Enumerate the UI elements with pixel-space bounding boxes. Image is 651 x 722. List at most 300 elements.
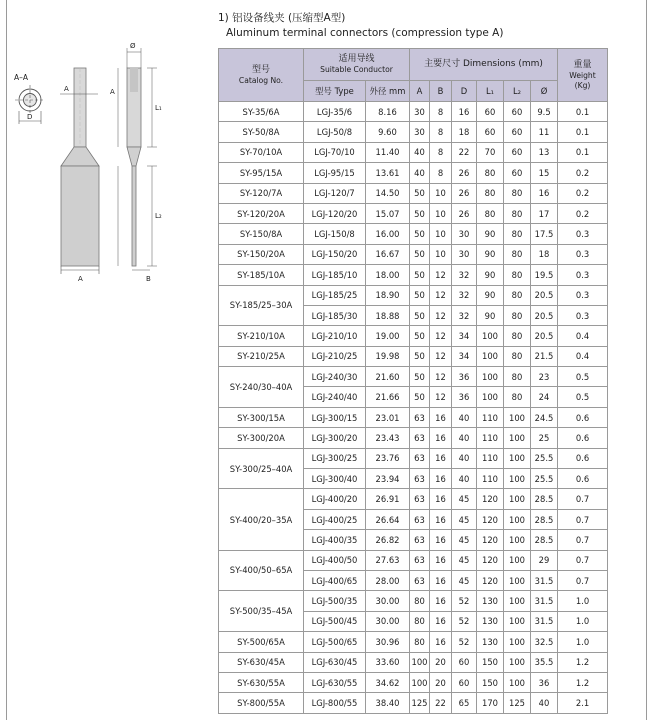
cell-od: 14.50 bbox=[366, 183, 410, 203]
cell-b: 12 bbox=[430, 346, 452, 366]
cell-phi: 36 bbox=[531, 672, 558, 692]
cell-type: LGJ-210/25 bbox=[304, 346, 366, 366]
cell-l2: 100 bbox=[504, 448, 531, 468]
cell-l1: 110 bbox=[477, 469, 504, 489]
cell-l2: 80 bbox=[504, 285, 531, 305]
header-b: B bbox=[430, 81, 452, 102]
cell-catalog: SY-300/25–40A bbox=[219, 448, 304, 489]
cell-b: 16 bbox=[430, 509, 452, 529]
cell-a: 50 bbox=[410, 346, 430, 366]
cell-l2: 60 bbox=[504, 102, 531, 122]
cell-weight: 0.2 bbox=[558, 163, 608, 183]
cell-b: 22 bbox=[430, 693, 452, 713]
cell-l2: 100 bbox=[504, 428, 531, 448]
cell-l2: 80 bbox=[504, 224, 531, 244]
cell-l1: 120 bbox=[477, 570, 504, 590]
cell-l1: 100 bbox=[477, 367, 504, 387]
cell-weight: 0.7 bbox=[558, 570, 608, 590]
cell-l2: 80 bbox=[504, 244, 531, 264]
header-l2: L₂ bbox=[504, 81, 531, 102]
cell-d: 60 bbox=[452, 652, 477, 672]
cell-weight: 2.1 bbox=[558, 693, 608, 713]
cell-b: 12 bbox=[430, 387, 452, 407]
cell-l2: 100 bbox=[504, 672, 531, 692]
cell-weight: 0.3 bbox=[558, 305, 608, 325]
cell-a: 50 bbox=[410, 265, 430, 285]
cell-phi: 17.5 bbox=[531, 224, 558, 244]
cell-a: 100 bbox=[410, 652, 430, 672]
cell-catalog: SY-630/55A bbox=[219, 672, 304, 692]
cell-phi: 11 bbox=[531, 122, 558, 142]
cell-a: 63 bbox=[410, 550, 430, 570]
side-dim-l1: L₁ bbox=[155, 104, 162, 112]
front-view bbox=[61, 68, 99, 274]
cell-od: 13.61 bbox=[366, 163, 410, 183]
front-dim-a-top: A bbox=[64, 85, 69, 93]
cell-type: LGJ-500/35 bbox=[304, 591, 366, 611]
cell-b: 20 bbox=[430, 652, 452, 672]
cell-a: 63 bbox=[410, 530, 430, 550]
cell-type: LGJ-500/45 bbox=[304, 611, 366, 631]
cell-catalog: SY-500/35–45A bbox=[219, 591, 304, 632]
cell-l1: 90 bbox=[477, 224, 504, 244]
section-subheading: Aluminum terminal connectors (compression type A) bbox=[226, 27, 504, 39]
header-od: 外径 mm bbox=[366, 81, 410, 102]
cell-od: 16.00 bbox=[366, 224, 410, 244]
cell-l1: 120 bbox=[477, 509, 504, 529]
table-row bbox=[219, 672, 608, 692]
cell-weight: 0.5 bbox=[558, 367, 608, 387]
cell-a: 50 bbox=[410, 224, 430, 244]
cell-l1: 130 bbox=[477, 611, 504, 631]
cell-d: 30 bbox=[452, 244, 477, 264]
cell-a: 63 bbox=[410, 448, 430, 468]
cell-catalog: SY-35/6A bbox=[219, 102, 304, 122]
section-dim-d: D bbox=[27, 113, 33, 121]
cell-weight: 0.3 bbox=[558, 285, 608, 305]
cell-weight: 0.6 bbox=[558, 448, 608, 468]
cell-weight: 0.1 bbox=[558, 142, 608, 162]
cell-l2: 60 bbox=[504, 142, 531, 162]
cell-od: 30.96 bbox=[366, 632, 410, 652]
cell-d: 65 bbox=[452, 693, 477, 713]
cell-b: 16 bbox=[430, 469, 452, 489]
cell-b: 10 bbox=[430, 183, 452, 203]
cell-phi: 20.5 bbox=[531, 326, 558, 346]
cell-catalog: SY-210/25A bbox=[219, 346, 304, 366]
cell-od: 21.60 bbox=[366, 367, 410, 387]
cell-l2: 60 bbox=[504, 122, 531, 142]
cell-d: 26 bbox=[452, 183, 477, 203]
cell-d: 40 bbox=[452, 469, 477, 489]
cell-type: LGJ-300/25 bbox=[304, 448, 366, 468]
cell-d: 40 bbox=[452, 448, 477, 468]
cell-l2: 100 bbox=[504, 591, 531, 611]
table-row bbox=[219, 224, 608, 244]
table-row bbox=[219, 183, 608, 203]
cell-phi: 29 bbox=[531, 550, 558, 570]
cell-type: LGJ-240/40 bbox=[304, 387, 366, 407]
cell-od: 9.60 bbox=[366, 122, 410, 142]
cell-type: LGJ-150/20 bbox=[304, 244, 366, 264]
cell-phi: 20.5 bbox=[531, 305, 558, 325]
cell-type: LGJ-400/50 bbox=[304, 550, 366, 570]
table-row bbox=[219, 102, 608, 122]
cell-od: 28.00 bbox=[366, 570, 410, 590]
cell-a: 63 bbox=[410, 570, 430, 590]
cell-b: 12 bbox=[430, 326, 452, 346]
cell-phi: 32.5 bbox=[531, 632, 558, 652]
cell-d: 45 bbox=[452, 509, 477, 529]
cell-l2: 80 bbox=[504, 346, 531, 366]
cell-d: 60 bbox=[452, 672, 477, 692]
cell-d: 32 bbox=[452, 305, 477, 325]
cell-weight: 0.4 bbox=[558, 346, 608, 366]
cell-a: 50 bbox=[410, 367, 430, 387]
cell-b: 16 bbox=[430, 570, 452, 590]
cell-od: 18.90 bbox=[366, 285, 410, 305]
cell-a: 50 bbox=[410, 305, 430, 325]
cell-od: 16.67 bbox=[366, 244, 410, 264]
table-row bbox=[219, 407, 608, 427]
cell-type: LGJ-500/65 bbox=[304, 632, 366, 652]
header-a: A bbox=[410, 81, 430, 102]
header-type: 型号 Type bbox=[304, 81, 366, 102]
cell-l1: 90 bbox=[477, 285, 504, 305]
cell-a: 50 bbox=[410, 285, 430, 305]
cell-l1: 90 bbox=[477, 305, 504, 325]
cell-b: 8 bbox=[430, 122, 452, 142]
cell-l1: 130 bbox=[477, 632, 504, 652]
cell-type: LGJ-400/20 bbox=[304, 489, 366, 509]
cell-type: LGJ-95/15 bbox=[304, 163, 366, 183]
table-row bbox=[219, 632, 608, 652]
cell-phi: 19.5 bbox=[531, 265, 558, 285]
cell-d: 40 bbox=[452, 428, 477, 448]
cell-type: LGJ-185/10 bbox=[304, 265, 366, 285]
cell-type: LGJ-35/6 bbox=[304, 102, 366, 122]
cell-od: 27.63 bbox=[366, 550, 410, 570]
cell-d: 52 bbox=[452, 591, 477, 611]
cell-l1: 120 bbox=[477, 489, 504, 509]
cell-d: 45 bbox=[452, 570, 477, 590]
cell-od: 23.94 bbox=[366, 469, 410, 489]
cell-catalog: SY-95/15A bbox=[219, 163, 304, 183]
cell-d: 36 bbox=[452, 367, 477, 387]
cell-d: 26 bbox=[452, 163, 477, 183]
cell-catalog: SY-185/25–30A bbox=[219, 285, 304, 326]
cell-weight: 1.0 bbox=[558, 632, 608, 652]
table-row bbox=[219, 550, 608, 570]
cell-od: 23.76 bbox=[366, 448, 410, 468]
cell-a: 100 bbox=[410, 672, 430, 692]
cell-catalog: SY-300/20A bbox=[219, 428, 304, 448]
table-row bbox=[219, 428, 608, 448]
cell-phi: 20.5 bbox=[531, 285, 558, 305]
cell-od: 30.00 bbox=[366, 591, 410, 611]
cell-b: 16 bbox=[430, 489, 452, 509]
cell-a: 63 bbox=[410, 509, 430, 529]
cell-od: 26.64 bbox=[366, 509, 410, 529]
cell-a: 125 bbox=[410, 693, 430, 713]
cell-l1: 120 bbox=[477, 530, 504, 550]
cell-catalog: SY-400/20–35A bbox=[219, 489, 304, 550]
cell-catalog: SY-120/20A bbox=[219, 203, 304, 223]
front-dim-a-bottom: A bbox=[78, 275, 83, 283]
cell-l1: 120 bbox=[477, 550, 504, 570]
cell-b: 12 bbox=[430, 265, 452, 285]
cell-weight: 0.3 bbox=[558, 265, 608, 285]
cell-od: 8.16 bbox=[366, 102, 410, 122]
cell-l1: 110 bbox=[477, 428, 504, 448]
cell-phi: 24.5 bbox=[531, 407, 558, 427]
header-conductor: 适用导线 Suitable Conductor bbox=[304, 49, 410, 81]
cell-l2: 100 bbox=[504, 407, 531, 427]
cell-l1: 110 bbox=[477, 448, 504, 468]
cell-weight: 0.1 bbox=[558, 122, 608, 142]
cell-d: 18 bbox=[452, 122, 477, 142]
cell-weight: 0.6 bbox=[558, 428, 608, 448]
cell-b: 8 bbox=[430, 102, 452, 122]
cell-d: 52 bbox=[452, 611, 477, 631]
cell-d: 36 bbox=[452, 387, 477, 407]
cell-d: 52 bbox=[452, 632, 477, 652]
cell-weight: 0.2 bbox=[558, 183, 608, 203]
cell-type: LGJ-630/45 bbox=[304, 652, 366, 672]
cell-phi: 31.5 bbox=[531, 591, 558, 611]
cell-od: 21.66 bbox=[366, 387, 410, 407]
cell-d: 30 bbox=[452, 224, 477, 244]
cell-catalog: SY-300/15A bbox=[219, 407, 304, 427]
table-row bbox=[219, 693, 608, 713]
table-row bbox=[219, 122, 608, 142]
cell-l2: 100 bbox=[504, 530, 531, 550]
table-row bbox=[219, 265, 608, 285]
cell-phi: 31.5 bbox=[531, 570, 558, 590]
cell-od: 26.82 bbox=[366, 530, 410, 550]
cell-b: 12 bbox=[430, 367, 452, 387]
cell-phi: 18 bbox=[531, 244, 558, 264]
cell-weight: 0.3 bbox=[558, 224, 608, 244]
side-dim-b: B bbox=[146, 275, 151, 283]
header-weight: 重量 Weight (Kg) bbox=[558, 49, 608, 102]
cell-od: 18.88 bbox=[366, 305, 410, 325]
cell-phi: 15 bbox=[531, 163, 558, 183]
cell-catalog: SY-500/65A bbox=[219, 632, 304, 652]
cell-weight: 0.7 bbox=[558, 489, 608, 509]
cell-catalog: SY-50/8A bbox=[219, 122, 304, 142]
cell-l2: 80 bbox=[504, 305, 531, 325]
cell-l1: 60 bbox=[477, 102, 504, 122]
cell-a: 50 bbox=[410, 203, 430, 223]
cell-l1: 100 bbox=[477, 346, 504, 366]
cell-l2: 100 bbox=[504, 652, 531, 672]
table-row bbox=[219, 326, 608, 346]
cell-phi: 28.5 bbox=[531, 509, 558, 529]
table-row bbox=[219, 244, 608, 264]
cell-a: 50 bbox=[410, 183, 430, 203]
cell-catalog: SY-120/7A bbox=[219, 183, 304, 203]
cell-type: LGJ-400/65 bbox=[304, 570, 366, 590]
cell-l2: 100 bbox=[504, 570, 531, 590]
cell-od: 23.43 bbox=[366, 428, 410, 448]
cell-od: 26.91 bbox=[366, 489, 410, 509]
cell-catalog: SY-185/10A bbox=[219, 265, 304, 285]
cell-b: 16 bbox=[430, 591, 452, 611]
cell-l2: 60 bbox=[504, 163, 531, 183]
cell-weight: 1.2 bbox=[558, 672, 608, 692]
cell-phi: 35.5 bbox=[531, 652, 558, 672]
cell-l1: 80 bbox=[477, 163, 504, 183]
cell-weight: 1.0 bbox=[558, 611, 608, 631]
cell-type: LGJ-630/55 bbox=[304, 672, 366, 692]
header-dimensions: 主要尺寸 Dimensions (mm) bbox=[410, 49, 558, 81]
cell-type: LGJ-240/30 bbox=[304, 367, 366, 387]
cell-l2: 100 bbox=[504, 469, 531, 489]
cell-weight: 0.2 bbox=[558, 203, 608, 223]
cell-a: 63 bbox=[410, 428, 430, 448]
table-row bbox=[219, 367, 608, 387]
table-row bbox=[219, 346, 608, 366]
cell-type: LGJ-400/25 bbox=[304, 509, 366, 529]
cell-weight: 0.6 bbox=[558, 469, 608, 489]
cell-b: 10 bbox=[430, 244, 452, 264]
cell-weight: 1.0 bbox=[558, 591, 608, 611]
cell-l2: 80 bbox=[504, 367, 531, 387]
table-row bbox=[219, 142, 608, 162]
cell-b: 10 bbox=[430, 224, 452, 244]
cell-phi: 17 bbox=[531, 203, 558, 223]
cell-d: 45 bbox=[452, 489, 477, 509]
cell-catalog: SY-210/10A bbox=[219, 326, 304, 346]
cell-b: 20 bbox=[430, 672, 452, 692]
cell-phi: 9.5 bbox=[531, 102, 558, 122]
cell-l2: 80 bbox=[504, 387, 531, 407]
cell-a: 40 bbox=[410, 163, 430, 183]
cell-weight: 0.7 bbox=[558, 550, 608, 570]
cell-type: LGJ-120/20 bbox=[304, 203, 366, 223]
cell-b: 8 bbox=[430, 142, 452, 162]
cell-phi: 21.5 bbox=[531, 346, 558, 366]
cell-catalog: SY-70/10A bbox=[219, 142, 304, 162]
cell-l1: 150 bbox=[477, 652, 504, 672]
cell-d: 45 bbox=[452, 530, 477, 550]
cell-b: 16 bbox=[430, 550, 452, 570]
cell-od: 15.07 bbox=[366, 203, 410, 223]
spec-table bbox=[218, 48, 608, 714]
side-dim-l2: L₂ bbox=[155, 212, 162, 220]
cell-b: 12 bbox=[430, 285, 452, 305]
header-d: D bbox=[452, 81, 477, 102]
cell-d: 32 bbox=[452, 265, 477, 285]
cell-a: 50 bbox=[410, 326, 430, 346]
cell-weight: 0.1 bbox=[558, 102, 608, 122]
cell-b: 8 bbox=[430, 163, 452, 183]
header-l1: L₁ bbox=[477, 81, 504, 102]
cell-l1: 60 bbox=[477, 122, 504, 142]
cell-l2: 100 bbox=[504, 489, 531, 509]
cell-a: 40 bbox=[410, 142, 430, 162]
cell-weight: 0.5 bbox=[558, 387, 608, 407]
cell-catalog: SY-240/30–40A bbox=[219, 367, 304, 408]
cell-l1: 90 bbox=[477, 265, 504, 285]
section-label: A–A bbox=[14, 73, 29, 82]
cell-phi: 28.5 bbox=[531, 530, 558, 550]
cell-phi: 25.5 bbox=[531, 469, 558, 489]
cell-od: 34.62 bbox=[366, 672, 410, 692]
table-row bbox=[219, 652, 608, 672]
cell-l1: 70 bbox=[477, 142, 504, 162]
cell-type: LGJ-300/15 bbox=[304, 407, 366, 427]
cell-l2: 100 bbox=[504, 611, 531, 631]
cell-phi: 16 bbox=[531, 183, 558, 203]
cell-weight: 0.7 bbox=[558, 509, 608, 529]
cell-l2: 80 bbox=[504, 265, 531, 285]
cell-l2: 80 bbox=[504, 203, 531, 223]
side-view bbox=[118, 48, 157, 270]
cell-type: LGJ-70/10 bbox=[304, 142, 366, 162]
cell-type: LGJ-150/8 bbox=[304, 224, 366, 244]
cell-phi: 31.5 bbox=[531, 611, 558, 631]
cell-catalog: SY-150/20A bbox=[219, 244, 304, 264]
cell-od: 18.00 bbox=[366, 265, 410, 285]
cell-b: 16 bbox=[430, 428, 452, 448]
cell-l2: 80 bbox=[504, 183, 531, 203]
cell-l1: 150 bbox=[477, 672, 504, 692]
cell-od: 33.60 bbox=[366, 652, 410, 672]
cell-l1: 110 bbox=[477, 407, 504, 427]
cell-l2: 100 bbox=[504, 509, 531, 529]
cell-catalog: SY-800/55A bbox=[219, 693, 304, 713]
cell-phi: 28.5 bbox=[531, 489, 558, 509]
cell-d: 16 bbox=[452, 102, 477, 122]
cell-od: 19.00 bbox=[366, 326, 410, 346]
cell-a: 30 bbox=[410, 122, 430, 142]
cell-b: 16 bbox=[430, 407, 452, 427]
cell-l1: 80 bbox=[477, 183, 504, 203]
cell-weight: 0.3 bbox=[558, 244, 608, 264]
cell-a: 80 bbox=[410, 611, 430, 631]
cell-d: 40 bbox=[452, 407, 477, 427]
cell-phi: 23 bbox=[531, 367, 558, 387]
table-row bbox=[219, 489, 608, 509]
cell-type: LGJ-120/7 bbox=[304, 183, 366, 203]
cell-l2: 100 bbox=[504, 632, 531, 652]
cell-a: 30 bbox=[410, 102, 430, 122]
cell-catalog: SY-150/8A bbox=[219, 224, 304, 244]
cell-l1: 170 bbox=[477, 693, 504, 713]
cell-a: 50 bbox=[410, 244, 430, 264]
table-row bbox=[219, 163, 608, 183]
cell-od: 30.00 bbox=[366, 611, 410, 631]
section-heading: 1) 铝设备线夹 (压缩型A型) bbox=[218, 12, 346, 24]
cell-b: 10 bbox=[430, 203, 452, 223]
header-phi: Ø bbox=[531, 81, 558, 102]
cell-phi: 40 bbox=[531, 693, 558, 713]
cell-b: 12 bbox=[430, 305, 452, 325]
table-row bbox=[219, 591, 608, 611]
cell-d: 26 bbox=[452, 203, 477, 223]
cell-b: 16 bbox=[430, 611, 452, 631]
connector-drawing bbox=[0, 38, 215, 288]
cell-a: 63 bbox=[410, 407, 430, 427]
cell-weight: 0.6 bbox=[558, 407, 608, 427]
cell-type: LGJ-185/30 bbox=[304, 305, 366, 325]
cell-type: LGJ-185/25 bbox=[304, 285, 366, 305]
cell-b: 16 bbox=[430, 448, 452, 468]
cell-type: LGJ-300/40 bbox=[304, 469, 366, 489]
cell-od: 19.98 bbox=[366, 346, 410, 366]
